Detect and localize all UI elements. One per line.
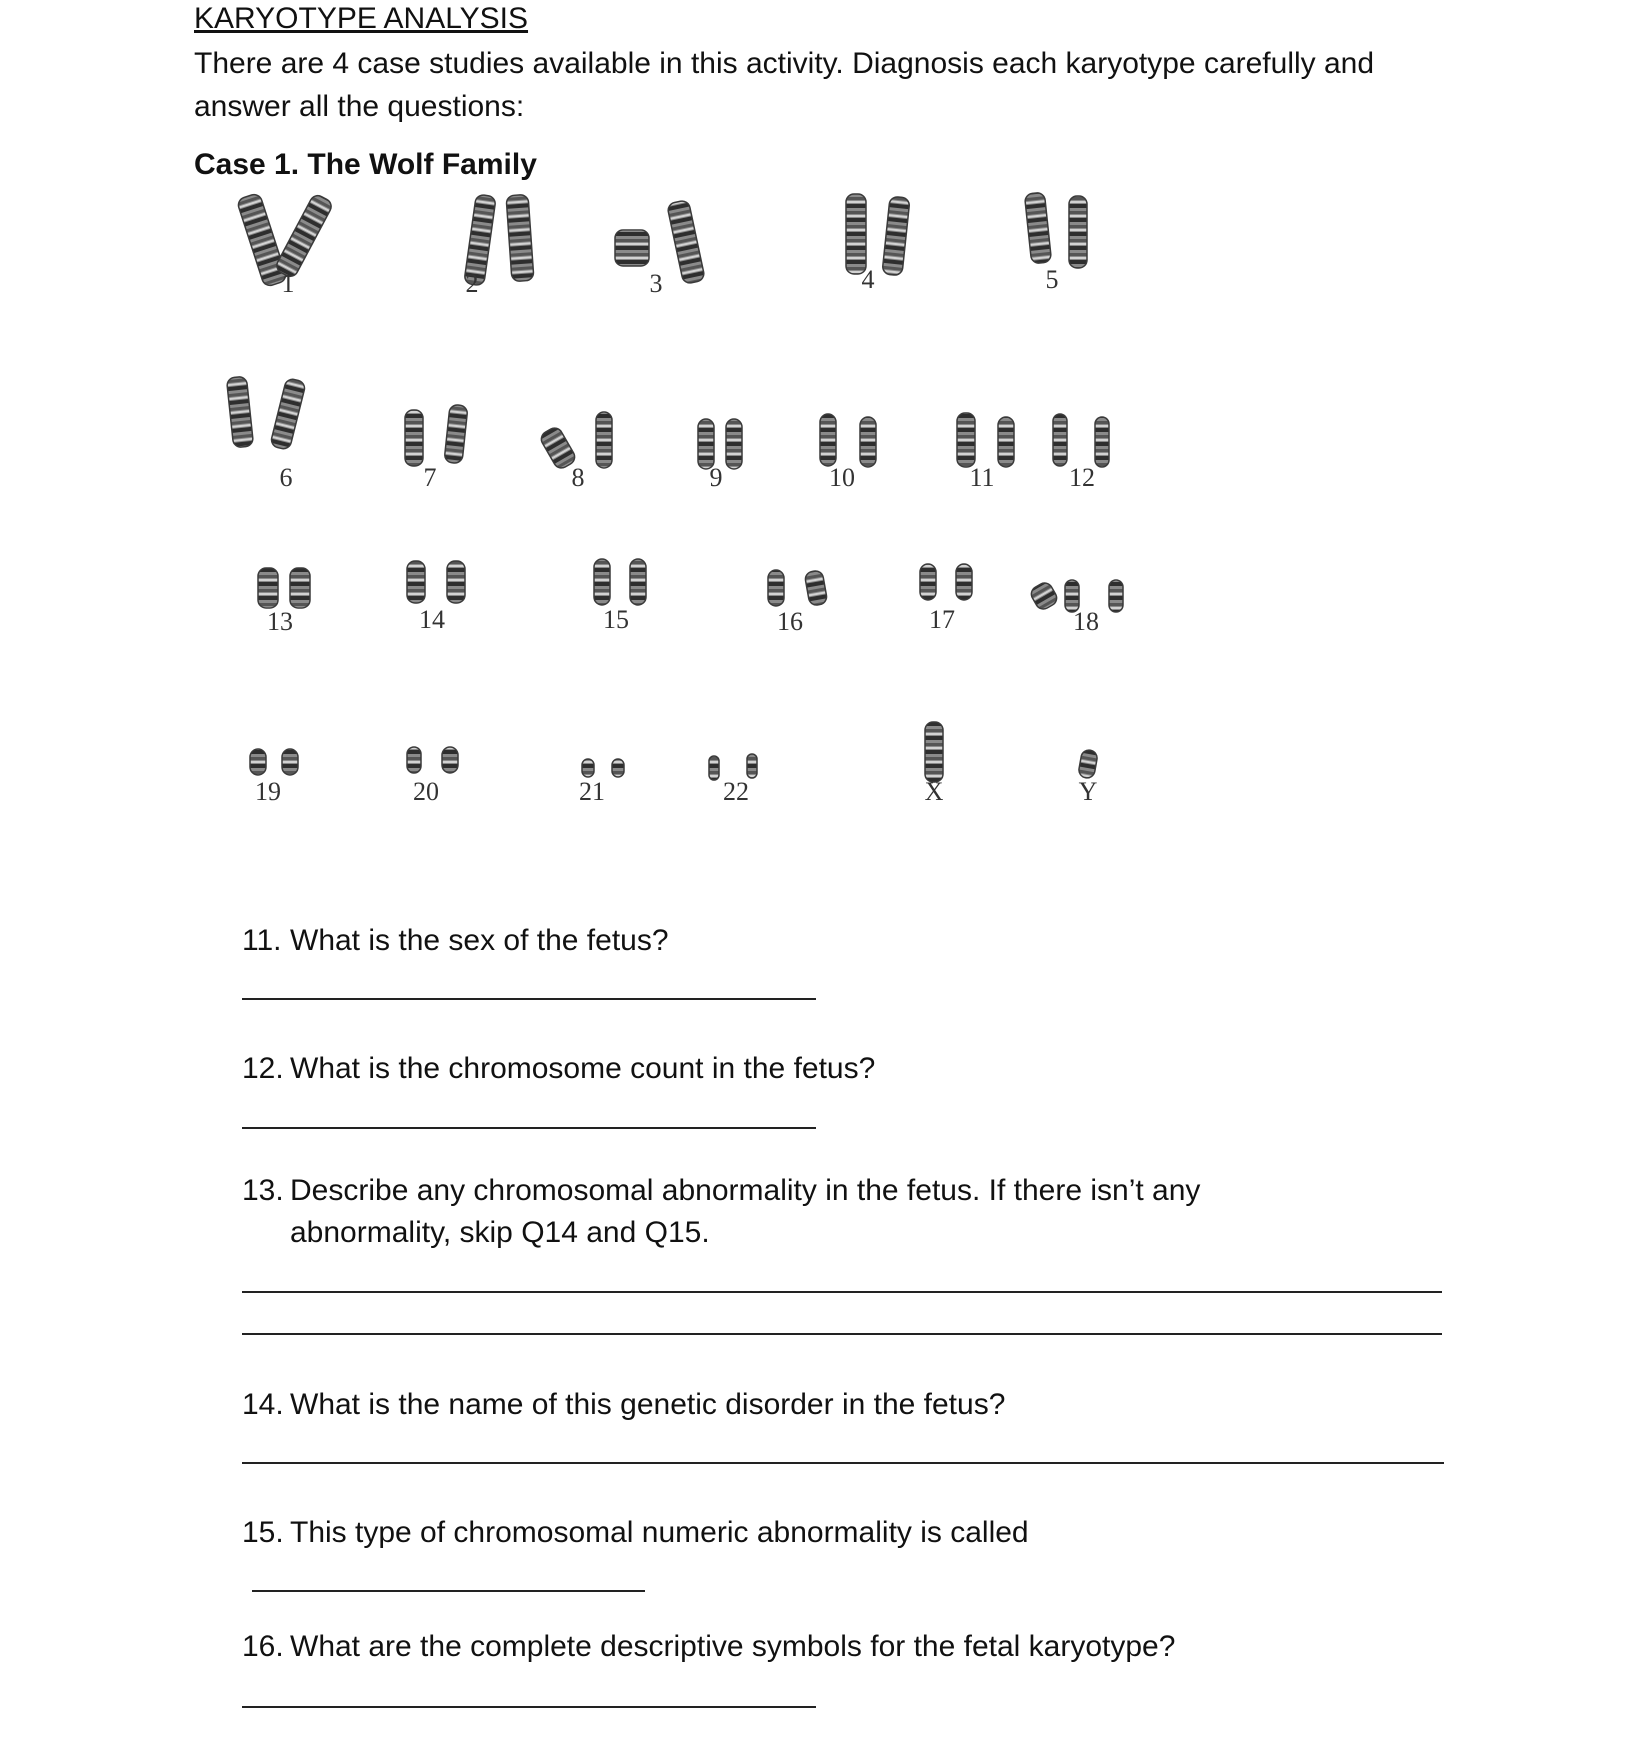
chromosome-label: 13 xyxy=(267,607,293,636)
chromosome xyxy=(957,413,975,467)
chromosome xyxy=(582,759,594,777)
answer-line-11[interactable] xyxy=(242,998,816,1000)
chromosome xyxy=(444,404,468,464)
chromosome-label: 10 xyxy=(829,463,855,492)
answer-line-14[interactable] xyxy=(242,1462,1444,1464)
chromosome-label: 7 xyxy=(423,463,437,492)
question-text: Describe any chromosomal abnormality in the fetus. If there isn’t any abnormality, skip Q14 and Q15. xyxy=(290,1174,1201,1249)
chromosome xyxy=(698,419,714,469)
answer-line-15[interactable] xyxy=(252,1590,645,1592)
chromosome xyxy=(747,754,757,778)
question-13 xyxy=(242,1170,1302,1254)
chromosome xyxy=(630,559,646,605)
chromosome xyxy=(1109,580,1123,612)
intro-paragraph: There are 4 case studies available in this activity. Diagnosis each karyotype carefully and answer all the questions: xyxy=(194,47,1375,123)
chromosome xyxy=(596,412,612,468)
chromosome xyxy=(506,194,534,281)
chromosome xyxy=(726,419,742,469)
chromosome xyxy=(820,414,836,466)
karyotype-image xyxy=(220,190,1260,910)
question-number: 12. xyxy=(242,1052,284,1085)
chromosome-label: 14 xyxy=(419,605,445,634)
chromosome-label: 6 xyxy=(279,463,293,492)
chromosome xyxy=(846,194,866,274)
chromosome-label: Y xyxy=(1078,777,1098,806)
chromosome-label: 20 xyxy=(413,777,439,806)
chromosome xyxy=(250,749,266,775)
chromosome xyxy=(1024,192,1051,264)
chromosome-label: X xyxy=(924,777,944,806)
chromosome-label: 12 xyxy=(1069,463,1095,492)
question-text: What are the complete descriptive symbols for the fetal karyotype? xyxy=(290,1630,1176,1663)
chromosome xyxy=(1053,414,1067,466)
chromosome xyxy=(447,561,465,603)
answer-line-13a[interactable] xyxy=(242,1291,1442,1293)
chromosome-label: 9 xyxy=(709,463,723,492)
chromosome xyxy=(290,568,310,608)
question-text: What is the chromosome count in the fetus? xyxy=(290,1052,876,1085)
chromosome-label: 18 xyxy=(1073,607,1099,636)
question-number: 16. xyxy=(242,1630,284,1663)
chromosome xyxy=(615,230,649,266)
chromosome-label: 2 xyxy=(465,269,479,298)
question-12 xyxy=(242,1048,1482,1090)
question-15 xyxy=(242,1512,1482,1554)
chromosome xyxy=(442,747,458,773)
question-text: This type of chromosomal numeric abnormality is called xyxy=(290,1516,1029,1549)
question-11 xyxy=(242,920,1482,962)
question-number: 13. xyxy=(242,1174,284,1207)
page-title: KARYOTYPE ANALYSIS xyxy=(194,2,529,35)
chromosome xyxy=(1095,417,1109,467)
chromosome xyxy=(282,749,298,775)
chromosome xyxy=(860,417,876,467)
chromosome xyxy=(236,193,287,288)
chromosome xyxy=(594,559,610,605)
chromosome-label: 8 xyxy=(571,463,585,492)
chromosome xyxy=(1028,580,1059,612)
question-16 xyxy=(242,1626,1482,1668)
chromosome-label: 1 xyxy=(281,269,295,298)
chromosome-label: 11 xyxy=(969,463,995,492)
chromosome xyxy=(956,564,972,600)
chromosome xyxy=(270,378,306,451)
chromosome xyxy=(612,759,624,777)
chromosome-label: 15 xyxy=(603,605,629,634)
chromosome xyxy=(768,570,784,606)
chromosome-label: 4 xyxy=(861,265,875,294)
chromosome xyxy=(709,756,719,780)
chromosome-label-group xyxy=(255,265,1099,806)
chromosome xyxy=(258,568,278,608)
chromosome xyxy=(274,193,334,279)
chromosome-label: 22 xyxy=(723,777,749,806)
chromosome-label: 17 xyxy=(929,605,955,634)
question-number: 11. xyxy=(242,924,282,957)
chromosome-label: 21 xyxy=(579,777,605,806)
chromosome xyxy=(998,417,1014,467)
chromosome xyxy=(804,570,828,607)
chromosome xyxy=(1069,196,1087,268)
chromosome xyxy=(226,376,253,448)
chromosome xyxy=(925,722,943,782)
answer-line-13b[interactable] xyxy=(242,1333,1442,1335)
answer-line-16[interactable] xyxy=(242,1706,816,1708)
chromosome xyxy=(882,196,910,276)
chromosome xyxy=(407,747,421,773)
chromosome xyxy=(920,564,936,600)
chromosome-label: 19 xyxy=(255,777,281,806)
chromosome-label: 16 xyxy=(777,607,803,636)
question-text: What is the name of this genetic disorder in the fetus? xyxy=(290,1388,1006,1421)
chromosome xyxy=(667,200,706,285)
chromosome xyxy=(1078,749,1099,779)
chromosome-label: 3 xyxy=(649,269,663,298)
chromosome-label: 5 xyxy=(1045,265,1059,294)
answer-line-12[interactable] xyxy=(242,1127,816,1129)
case-title: Case 1. The Wolf Family xyxy=(194,148,537,181)
question-text: What is the sex of the fetus? xyxy=(290,924,669,957)
question-14 xyxy=(242,1384,1482,1426)
question-number: 15. xyxy=(242,1516,284,1549)
chromosome xyxy=(407,561,425,603)
question-number: 14. xyxy=(242,1388,284,1421)
chromosome xyxy=(405,410,423,466)
